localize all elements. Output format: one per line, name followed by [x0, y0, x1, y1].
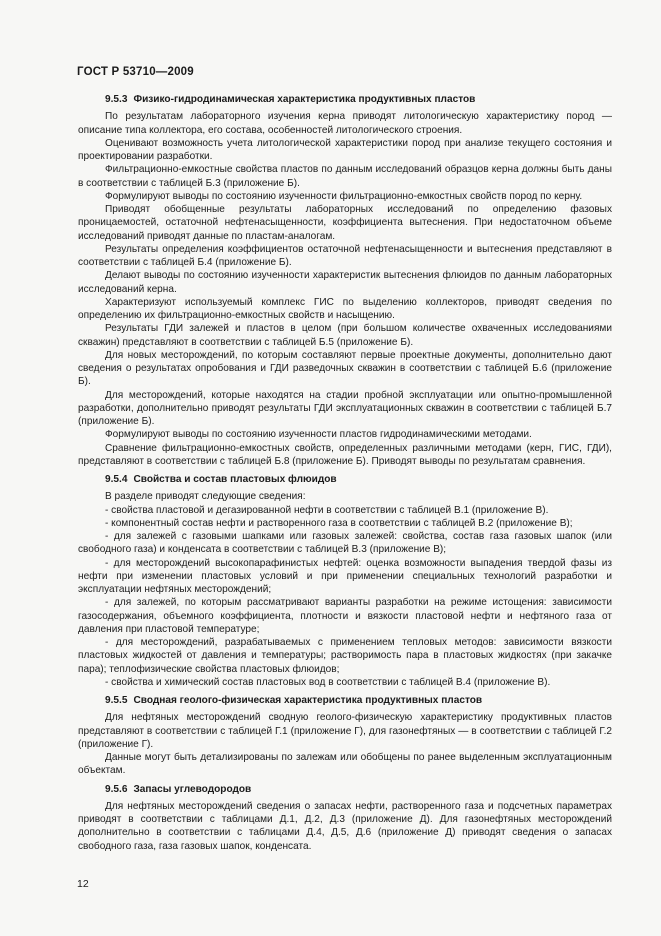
section-heading — [78, 93, 612, 106]
paragraph: Приводят обобщенные результаты лабораторных исследований по определению фазовых проницаемостей, остаточной нефтенасыщенности, коэффициента вытеснения. При недостаточном объеме исследований приводят данные по пластам-аналогам. — [78, 204, 612, 242]
paragraph: Сравнение фильтрационно-емкостных свойств, определенных различными методами (керн, ГИС, ГДИ), представляют в соответствии с таблицей Б.8 (приложение Б). Приводят выводы по результатам сравнения. — [78, 442, 612, 467]
document-body — [78, 93, 612, 853]
section-9-5-4 — [78, 473, 612, 689]
section-title: Запасы углеводородов — [133, 783, 252, 795]
paragraph: Результаты определения коэффициентов остаточной нефтенасыщенности и вытеснения представляют в соответствии с таблицей Б.4 (приложение Б). — [78, 243, 612, 268]
section-heading — [78, 694, 612, 707]
section-heading — [78, 473, 612, 486]
list-item: - для месторождений, разрабатываемых с применением тепловых методов: зависимости вязкости пластовых жидкостей от давления и температуры; растворимость пара в пластовых жидкостях (при закачке пара); теплофизические свойства пластовых флюидов; — [78, 637, 612, 675]
section-9-5-6 — [78, 783, 612, 853]
list-item: - для залежей, по которым рассматривают варианты разработки на режиме истощения: зависимости газосодержания, объемного коэффициента, плотности и вязкости пластовой нефти и нефтяного газа от давления при пластовой температуре; — [78, 597, 612, 635]
paragraph: Данные могут быть детализированы по залежам или обобщены по ранее выделенным эксплуатационным объектам. — [78, 752, 612, 777]
section-title: Свойства и состав пластовых флюидов — [133, 474, 337, 485]
section-title: Сводная геолого-физическая характеристика продуктивных пластов — [133, 695, 483, 706]
section-number: 9.5.4 — [105, 474, 128, 485]
section-heading — [78, 783, 612, 796]
section-title: Физико-гидродинамическая характеристика продуктивных пластов — [133, 94, 476, 105]
paragraph: Для нефтяных месторождений сводную геолого-физическую характеристику продуктивных пластов представляют в соответствии с таблицей Г.1 (приложение Г), для газонефтяных — в соответствии с таблицей Г.2 (приложение Г). — [78, 712, 612, 750]
paragraph: Формулируют выводы по состоянию изученности пластов гидродинамическими методами. — [105, 429, 532, 441]
list-item: - для залежей с газовыми шапками или газовых залежей: свойства, состав газа газовых шапок (или свободного газа) и конденсата в соответствии с таблицей В.3 (приложение В); — [78, 531, 612, 556]
paragraph: По результатам лабораторного изучения керна приводят литологическую характеристику пород — описание типа коллектора, его состава, особенностей литологического строения. — [78, 111, 612, 136]
paragraph: Делают выводы по состоянию изученности характеристик вытеснения флюидов по данным лабораторных исследований керна. — [78, 270, 612, 295]
section-number: 9.5.3 — [105, 94, 128, 105]
paragraph: Характеризуют используемый комплекс ГИС по выделению коллекторов, приводят сведения по определению их фильтрационно-емкостных свойств и насыщению. — [78, 296, 612, 321]
paragraph: Для нефтяных месторождений сведения о запасах нефти, растворенного газа и подсчетных параметрах приводят в соответствии с таблицами Д.1, Д.2, Д.3 (приложение Д). Для газонефтяных месторождений дополнительно в соответствии с таблицами Д.4, Д.5, Д.6 (приложение Д) приводят сведения о запасах свободного газа, газа газовых шапок, конденсата. — [78, 800, 612, 852]
list-item: - свойства и химический состав пластовых вод в соответствии с таблицей В.4 (приложение В). — [105, 676, 551, 688]
paragraph: Оценивают возможность учета литологической характеристики пород при анализе текущего состояния и проектировании разработки. — [78, 137, 612, 162]
list-item: - свойства пластовой и дегазированной нефти в соответствии с таблицей В.1 (приложение В). — [105, 504, 549, 516]
paragraph: Для новых месторождений, по которым составляют первые проектные документы, дополнительно дают сведения о результатах опробования и ГДИ разведочных скважин в соответствии с таблицей Б.6 (приложение Б). — [78, 349, 612, 388]
section-9-5-5 — [78, 694, 612, 778]
section-number: 9.5.6 — [105, 783, 128, 795]
section-number: 9.5.5 — [105, 695, 128, 706]
section-9-5-3 — [78, 93, 612, 468]
paragraph: Формулируют выводы по состоянию изученности фильтрационно-емкостных свойств пород по керну. — [105, 190, 583, 202]
paragraph: Фильтрационно-емкостные свойства пластов по данным исследований образцов керна должны быть даны в соответствии с таблицей Б.3 (приложение Б). — [78, 164, 612, 189]
list-item: - для месторождений высокопарафинистых нефтей: оценка возможности выпадения твердой фазы из нефти при изменении пластовых условий и при применении специальных технологий разработки и эксплуатации нефтяных месторождений; — [78, 557, 612, 595]
list-item: - компонентный состав нефти и растворенного газа в соответствии с таблицей В.2 (приложение В); — [105, 517, 573, 529]
page-number: 12 — [77, 878, 89, 890]
paragraph: Результаты ГДИ залежей и пластов в целом (при большом количестве охваченных исследованиями скважин) представляют в соответствии с таблицей Б.5 (приложение Б). — [78, 323, 612, 348]
paragraph: Для месторождений, которые находятся на стадии пробной эксплуатации или опытно-промышленной разработки, дополнительно приводят результаты ГДИ эксплуатационных скважин в соответствии с таблицей Б.7 (приложение Б). — [78, 389, 612, 427]
paragraph: В разделе приводят следующие сведения: — [105, 491, 306, 503]
document-header: ГОСТ Р 53710—2009 — [77, 66, 194, 78]
